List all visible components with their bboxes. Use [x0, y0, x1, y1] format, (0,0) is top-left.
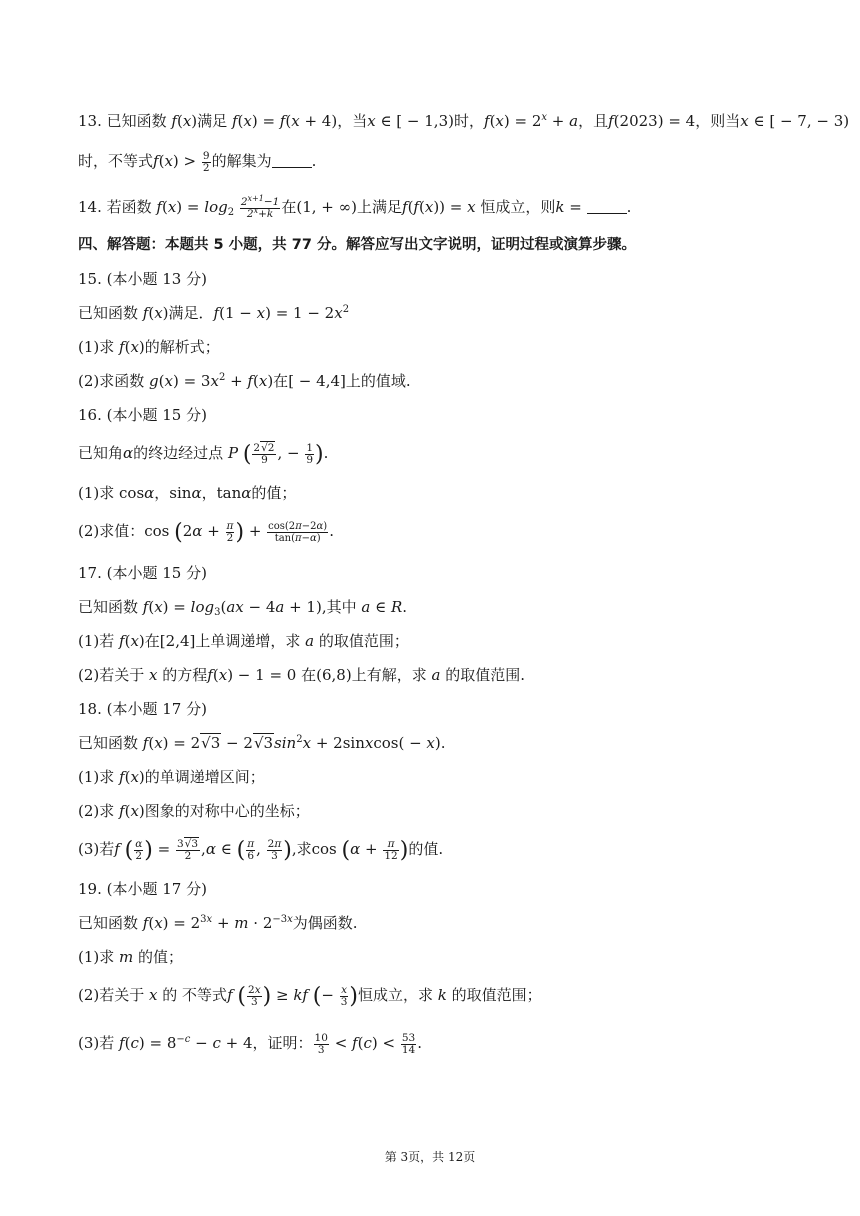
- fraction: $\frac{2√2}{9}$: [253, 441, 275, 466]
- question-16-part-1: (1)求 cosα，sinα，tanα的值；: [78, 484, 297, 502]
- fraction: $\frac{2x}{3}$: [248, 983, 261, 1008]
- question-14: 14. 若函数 $f(x) = \log_2$ $\frac{2^{x+1}-1}{2^x+k}$ 在(1, + ∞)上满足f(f(x)) = x 恒成立，则k = .: [78, 193, 632, 220]
- fraction: $\frac{\pi}{2}$: [226, 519, 234, 544]
- question-17-header: 17. (本小题 15 分): [78, 564, 207, 582]
- fraction: $\frac{\alpha}{2}$: [135, 837, 143, 862]
- question-13-line-1: 13. 已知函数 f(x)满足 f(x) = f(x + 4)，当x ∈ [ − 1,3)时，$f(x) = 2^x + a$，且f(2023) = 4，则当x ∈ [ − 7, − 3): [78, 112, 850, 130]
- question-18-part-2: (2)求 f(x)图象的对称中心的坐标；: [78, 802, 310, 820]
- question-13-line-2: 时，不等式f(x) > $\frac{9}{2}$ 的解集为 .: [78, 149, 317, 174]
- fraction: $\frac{1}{9}$: [306, 441, 314, 466]
- fraction: $\frac{x}{3}$: [340, 983, 348, 1008]
- question-15-stem: 已知函数 f(x)满足．$f(1 - x) = 1 - 2x^2$: [78, 304, 350, 322]
- answer-blank: [272, 153, 312, 168]
- question-18-part-3: (3)若f ( $\frac{\alpha}{2}$ ) = $\frac{3√3}{2}$ ,α ∈ ( $\frac{\pi}{6}$ , $\frac{2\pi}{3}$ ),求cos (α + $\frac{\pi}{12}$ )的值.: [78, 837, 444, 863]
- fraction: $\frac{\pi}{12}$: [384, 837, 398, 862]
- question-16-part-2: (2)求值：cos (2α + $\frac{\pi}{2}$ ) + $\frac{\cos(2\pi-2\alpha)}{\tan(\pi-\alpha)}$ .: [78, 519, 334, 545]
- question-19-part-1: (1)求 m 的值；: [78, 948, 184, 966]
- fraction: $\frac{9}{2}$: [202, 149, 210, 174]
- question-19-part-2: (2)若关于 x 的 不等式f ( $\frac{2x}{3}$ ) ≥ kf (− $\frac{x}{3}$ )恒成立，求 k 的取值范围；: [78, 983, 542, 1009]
- fraction: $\frac{10}{3}$: [314, 1031, 328, 1056]
- question-17-part-2: (2)若关于 x 的方程f(x) − 1 = 0 在(6,8)上有解，求 a 的取值范围.: [78, 666, 525, 684]
- section-heading: 四、解答题：本题共 5 小题，共 77 分。解答应写出文字说明，证明过程或演算步骤。: [78, 237, 636, 253]
- question-17-stem: 已知函数 $f(x) = \log_3(ax - 4a + 1)$,其中 a ∈ R.: [78, 598, 408, 618]
- question-19-part-3: (3)若 $f(c) = 8^{-c} - c + 4$，证明： $\frac{10}{3}$ < f(c) < $\frac{53}{14}$ .: [78, 1031, 422, 1056]
- fraction: $\frac{3√3}{2}$: [176, 837, 199, 862]
- question-16-header: 16. (本小题 15 分): [78, 406, 207, 424]
- question-18-part-1: (1)求 f(x)的单调递增区间；: [78, 768, 265, 786]
- fraction: $\frac{2\pi}{3}$: [267, 837, 282, 862]
- question-17-part-1: (1)若 f(x)在[2,4]上单调递增，求 a 的取值范围；: [78, 632, 409, 650]
- question-19-header: 19. (本小题 17 分): [78, 880, 207, 898]
- fraction: $\frac{2^{x+1}-1}{2^x+k}$: [240, 193, 280, 220]
- fraction: $\frac{\pi}{6}$: [247, 837, 255, 862]
- page-footer: 第 3页，共 12页: [384, 1150, 476, 1164]
- fraction: $\frac{\cos(2\pi-2\alpha)}{\tan(\pi-\alpha)}$: [268, 520, 328, 544]
- question-19-stem: 已知函数 $f(x) = 2^{3x} + m \cdot 2^{-3x}$为偶函数.: [78, 914, 358, 932]
- answer-blank: [587, 199, 627, 214]
- question-18-stem: 已知函数 $f(x) = 2√3 - 2√3\sin^2x$ + 2sinxcos( − x).: [78, 734, 446, 752]
- question-15-part-1: (1)求 f(x)的解析式；: [78, 338, 220, 356]
- fraction: $\frac{53}{14}$: [401, 1031, 416, 1056]
- question-15-part-2: (2)求函数 $g(x) = 3x^2 + f(x)$在[ − 4,4]上的值域.: [78, 372, 411, 390]
- question-15-header: 15. (本小题 13 分): [78, 270, 207, 288]
- question-16-stem: 已知角α的终边经过点 P ( $\frac{2√2}{9}$ , − $\frac{1}{9}$ ).: [78, 441, 329, 467]
- question-18-header: 18. (本小题 17 分): [78, 700, 207, 718]
